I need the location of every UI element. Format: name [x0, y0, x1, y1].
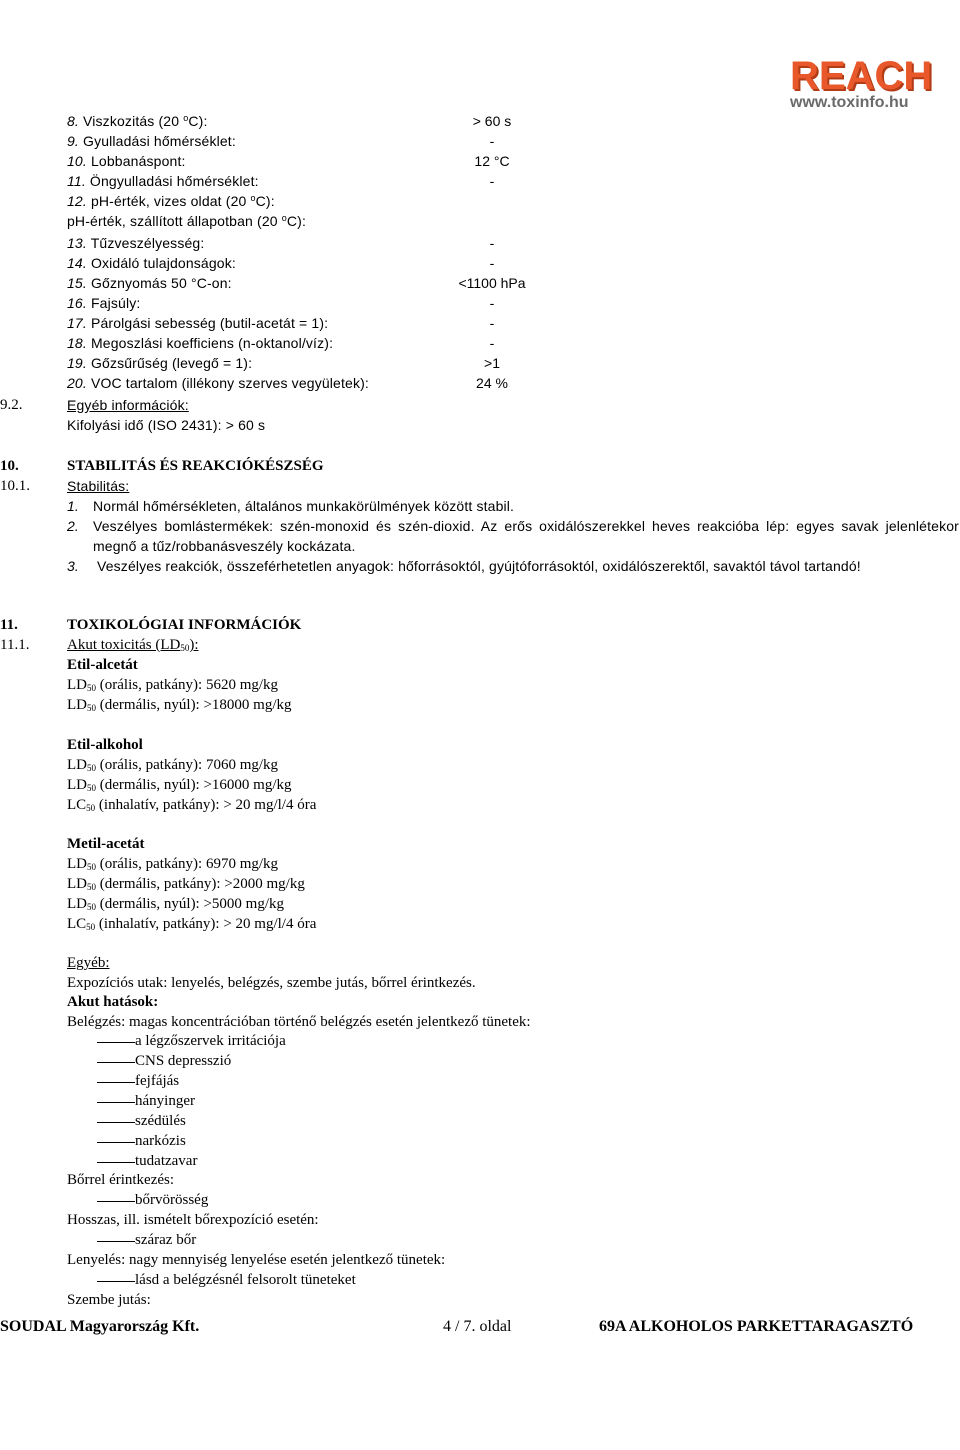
- property-value: -: [489, 315, 495, 331]
- footer-page: 4 / 7. oldal: [443, 1318, 512, 1335]
- property-label-pre: pH-érték, szállított állapotban (20: [67, 213, 282, 229]
- symptom-item: hányinger: [135, 1093, 195, 1109]
- symptom-item: száraz bőr: [135, 1232, 197, 1248]
- tox-abbrev: LD: [67, 777, 87, 793]
- property-label-post: C):: [286, 213, 307, 229]
- tox-abbrev: LC: [67, 916, 87, 932]
- dash-bullet: [97, 1122, 135, 1123]
- tox-abbrev: LD: [67, 677, 87, 693]
- symptom-item: a légzőszervek irritációja: [135, 1033, 286, 1049]
- section-10-title: STABILITÁS ÉS REAKCIÓKÉSZSÉG: [67, 458, 324, 474]
- property-value: -: [489, 173, 495, 189]
- property-row: [67, 171, 259, 191]
- property-value: -: [489, 235, 495, 251]
- tox-subscript: 50: [86, 803, 96, 813]
- symptom-item: tudatzavar: [135, 1153, 198, 1169]
- degree-sup: o: [250, 193, 256, 203]
- dash-bullet: [97, 1102, 135, 1103]
- toxicity-row: [67, 795, 316, 815]
- substance-name: Etil-alcetát: [67, 657, 138, 673]
- property-row: [67, 273, 232, 293]
- property-number: 8.: [67, 113, 79, 129]
- footer-company: SOUDAL Magyarország Kft.: [0, 1318, 200, 1335]
- property-number: 18.: [67, 335, 87, 351]
- toxicity-row: [67, 695, 292, 715]
- property-row: [67, 353, 252, 373]
- property-number: 19.: [67, 355, 87, 371]
- tox-abbrev: LD: [67, 896, 87, 912]
- property-label: Fajsúly:: [90, 295, 141, 311]
- tox-abbrev: LD: [67, 876, 87, 892]
- property-label: Gyulladási hőmérséklet:: [83, 133, 236, 149]
- symptom-item: bőrvörösség: [135, 1192, 209, 1208]
- tox-subscript: 50: [87, 703, 96, 713]
- logo-url: www.toxinfo.hu: [790, 94, 909, 111]
- tox-abbrev: LD: [67, 757, 87, 773]
- tox-text: (dermális, nyúl): >16000 mg/kg: [96, 777, 292, 793]
- toxicity-row: [67, 775, 292, 795]
- section-9-2-number: 9.2.: [0, 397, 23, 413]
- property-label: Gőznyomás 50 °C-on:: [90, 275, 232, 291]
- tox-subscript: 50: [87, 902, 96, 912]
- toxicity-row: [67, 874, 305, 894]
- dash-bullet: [97, 1042, 135, 1043]
- property-row: [67, 293, 140, 313]
- property-label: Öngyulladási hőmérséklet:: [89, 173, 259, 189]
- property-label-post: C):: [188, 113, 208, 129]
- property-value: 12 °C: [474, 153, 510, 169]
- property-row: [67, 151, 186, 171]
- property-value: <1100 hPa: [458, 275, 526, 291]
- inhalation-text: Belégzés: magas koncentrációban történő belégzés esetén jelentkező tünetek:: [67, 1014, 531, 1030]
- property-label: VOC tartalom (illékony szerves vegyületek):: [90, 375, 369, 391]
- property-row: [67, 131, 236, 151]
- dash-bullet: [97, 1201, 135, 1202]
- tox-subscript: 50: [87, 862, 96, 872]
- property-value: >1: [484, 355, 500, 371]
- property-label-post: C):: [255, 193, 275, 209]
- exposure-routes: Expozíciós utak: lenyelés, belégzés, szembe jutás, bőrrel érintkezés.: [67, 975, 476, 991]
- property-number: 11.: [67, 173, 86, 189]
- footer-product: 69A ALKOHOLOS PARKETTARAGASZTÓ: [599, 1318, 914, 1335]
- property-label: Oxidáló tulajdonságok:: [90, 255, 236, 271]
- dash-bullet: [97, 1281, 135, 1282]
- dash-bullet: [97, 1162, 135, 1163]
- toxicity-row: [67, 894, 284, 914]
- other-title: Egyéb:: [67, 955, 110, 971]
- property-value: -: [489, 335, 495, 351]
- footer-note-2: kizárólag a ToxInfo Bt. írásos engedélyével lehetséges.: [321, 1414, 639, 1429]
- tox-text: (orális, patkány): 5620 mg/kg: [96, 677, 279, 693]
- property-value: -: [489, 255, 495, 271]
- revised-date: Felülvizsgálat időpontja: -: [0, 21, 170, 38]
- substance-name: Metil-acetát: [67, 836, 145, 852]
- property-number: 13.: [67, 235, 87, 251]
- toxicity-row: [67, 675, 278, 695]
- eye-contact-text: Szembe jutás:: [67, 1292, 151, 1308]
- property-value: 24 %: [476, 375, 508, 391]
- reach-logo: REACH: [790, 54, 933, 98]
- property-value: -: [489, 295, 495, 311]
- acute-effects-title: Akut hatások:: [67, 994, 159, 1010]
- property-number: 10.: [67, 153, 87, 169]
- repeated-exposure-text: Hosszas, ill. ismételt bőrexpozíció esetén:: [67, 1212, 319, 1228]
- symptom-item: lásd a belégzésnél felsorolt tüneteket: [135, 1272, 356, 1288]
- dash-bullet: [97, 1241, 135, 1242]
- tox-text: (orális, patkány): 7060 mg/kg: [96, 757, 279, 773]
- property-label: Párolgási sebesség (butil-acetát = 1):: [90, 315, 329, 331]
- dash-bullet: [97, 1062, 135, 1063]
- tox-text: (inhalatív, patkány): > 20 mg/l/4 óra: [95, 797, 317, 813]
- toxicity-row: [67, 914, 316, 934]
- property-number: 14.: [67, 255, 87, 271]
- section-9-2-title: Egyéb információk:: [67, 397, 189, 413]
- property-label: Gőzsűrűség (levegő = 1):: [90, 355, 253, 371]
- property-number: 17.: [67, 315, 87, 331]
- property-label: Megoszlási koefficiens (n-oktanol/víz):: [90, 335, 334, 351]
- ingestion-text: Lenyelés: nagy mennyiség lenyelése esetén jelentkező tünetek:: [67, 1252, 446, 1268]
- section-10-number: 10.: [0, 458, 19, 474]
- tox-subscript: 50: [87, 763, 96, 773]
- tox-abbrev: LD: [67, 856, 87, 872]
- property-label-pre: Viszkozitás (20: [83, 113, 184, 129]
- property-label-pre: pH-érték, vizes oldat (20: [90, 193, 251, 209]
- tox-text: (dermális, nyúl): >5000 mg/kg: [96, 896, 285, 912]
- symptom-item: fejfájás: [135, 1073, 180, 1089]
- tox-subscript: 50: [87, 783, 96, 793]
- property-row: [67, 333, 333, 353]
- section-11-1-number: 11.1.: [0, 637, 30, 653]
- tox-text: (orális, patkány): 6970 mg/kg: [96, 856, 279, 872]
- property-number: 12.: [67, 193, 87, 209]
- stability-item-2-number: 2.: [67, 518, 79, 534]
- toxicity-row: [67, 755, 278, 775]
- symptom-item: CNS depresszió: [135, 1053, 232, 1069]
- property-row: [67, 313, 328, 333]
- toxicity-row: [67, 854, 278, 874]
- section-11-number: 11.: [0, 617, 18, 633]
- stability-item-3: Veszélyes reakciók, összeférhetetlen anyagok: hőforrásoktól, gyújtóforrásoktól, oxidálószerektől, savaktól távol tartandó!: [97, 558, 861, 574]
- dash-bullet: [97, 1142, 135, 1143]
- tox-abbrev: LC: [67, 797, 87, 813]
- tox-text: (inhalatív, patkány): > 20 mg/l/4 óra: [95, 916, 317, 932]
- property-row: [67, 191, 275, 211]
- property-row: [67, 211, 306, 231]
- property-row: [67, 111, 208, 131]
- property-number: 9.: [67, 133, 79, 149]
- tox-subscript: 50: [86, 922, 96, 932]
- symptom-item: narkózis: [135, 1133, 186, 1149]
- property-row: [67, 253, 236, 273]
- tox-subscript: 50: [87, 882, 96, 892]
- dash-bullet: [97, 1082, 135, 1083]
- property-value: > 60 s: [472, 113, 512, 129]
- footer-note-1: A ToxInfo Bt. által elkészített biztonsági adatlap egyes részeinek megváltoztatása, illetve bármilyen egyéb módon történő felhasználása: [91, 1396, 869, 1411]
- stability-item-2: Veszélyes bomlástermékek: szén-monoxid és szén-dioxid. Az erős oxidálószerekkel heves reakcióba lép: egyes savak jelenlétekor megnő a tűz/robbanásveszély kockázata.: [93, 518, 959, 554]
- symptom-item: szédülés: [135, 1113, 186, 1129]
- skin-contact-text: Bőrrel érintkezés:: [67, 1172, 175, 1188]
- degree-sup: o: [281, 213, 287, 223]
- tox-abbrev: LD: [67, 697, 87, 713]
- stability-item-3-number: 3.: [67, 558, 79, 574]
- property-label: Lobbanáspont:: [90, 153, 186, 169]
- section-11-title: TOXIKOLÓGIAI INFORMÁCIÓK: [67, 617, 302, 633]
- section-11-1-title: Akut toxicitás $(LD_{50})$:: [67, 637, 199, 653]
- prepared-date: Elkészítés időpontja: 2009. január 21.: [0, 1, 251, 18]
- property-number: 16.: [67, 295, 87, 311]
- property-row: [67, 373, 369, 393]
- section-10-1-number: 10.1.: [0, 478, 30, 494]
- tox-subscript: 50: [87, 683, 96, 693]
- section-10-1-title: Stabilitás:: [67, 478, 130, 494]
- property-row: [67, 233, 204, 253]
- stability-item-1-number: 1.: [67, 498, 79, 514]
- property-number: 15.: [67, 275, 87, 291]
- substance-name: Etil-alkohol: [67, 737, 143, 753]
- degree-sup: o: [183, 113, 189, 123]
- property-number: 20.: [67, 375, 87, 391]
- stability-item-1: Normál hőmérsékleten, általános munkakörülmények között stabil.: [93, 498, 515, 514]
- tox-text: (dermális, nyúl): >18000 mg/kg: [96, 697, 292, 713]
- property-value: -: [489, 133, 495, 149]
- tox-text: (dermális, patkány): >2000 mg/kg: [96, 876, 305, 892]
- property-label: Tűzveszélyesség:: [90, 235, 205, 251]
- flow-time-text: Kifolyási idő (ISO 2431): > 60 s: [67, 417, 266, 433]
- footer-url[interactable]: http://www.biztonsagiadatlap.hu: [773, 1432, 956, 1447]
